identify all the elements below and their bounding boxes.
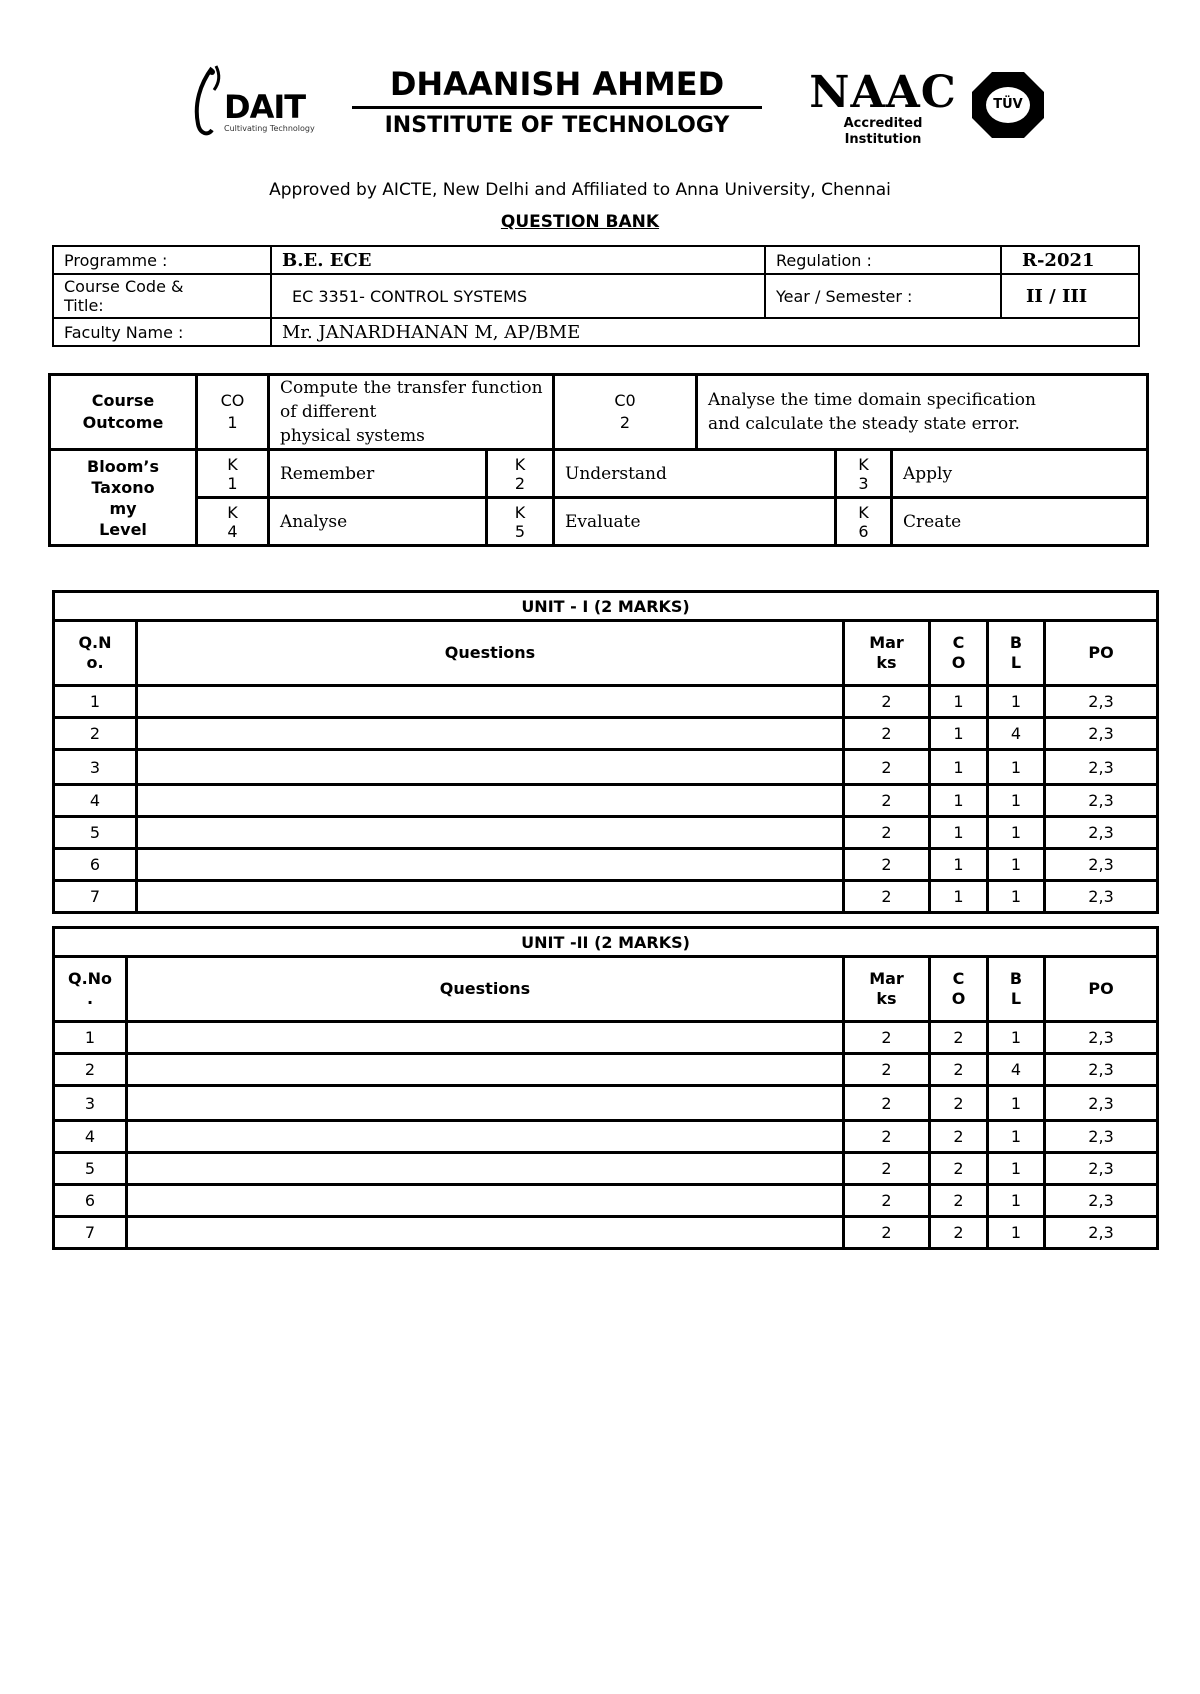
co1-text-line2: physical systems: [280, 426, 425, 446]
unit-2-co-line2: O: [951, 989, 966, 1008]
co2-text-line2: and calculate the steady state error.: [708, 414, 1020, 434]
po-cell: 2,3: [1045, 785, 1158, 817]
table-row: [54, 881, 1158, 913]
bl-cell: 1: [988, 1185, 1045, 1217]
table-row: [54, 785, 1158, 817]
po-cell: 2,3: [1045, 881, 1158, 913]
table-row: [54, 750, 1158, 785]
co-cell: 2: [930, 1185, 988, 1217]
course-label-line2: Title:: [64, 296, 104, 315]
co-cell: 2: [930, 1086, 988, 1121]
marks-cell: 2: [844, 1217, 930, 1249]
marks-cell: 2: [844, 785, 930, 817]
dait-tagline: Cultivating Technology: [224, 124, 315, 133]
naac-wordmark: NAAC: [809, 67, 957, 118]
table-row: [54, 1217, 1158, 1249]
question-cell: [127, 1217, 844, 1249]
level-k6-code: [836, 498, 892, 546]
course-outcome-row: [50, 375, 1148, 450]
institute-name: [352, 64, 762, 139]
unit-2-header-row: [54, 957, 1158, 1022]
question-cell: [137, 881, 844, 913]
co-cell: 2: [930, 1121, 988, 1153]
year-label: Year / Semester :: [765, 274, 1001, 318]
bl-cell: 1: [988, 817, 1045, 849]
bl-cell: 1: [988, 1217, 1045, 1249]
co1-code: [197, 375, 269, 450]
table-row: [54, 849, 1158, 881]
po-cell: 2,3: [1045, 849, 1158, 881]
co-cell: 1: [930, 849, 988, 881]
level-k1-label: Remember: [269, 450, 487, 498]
level-k4-number: 4: [227, 521, 238, 541]
unit-2-marks-header: [844, 957, 930, 1022]
regulation-value: R-2021: [1001, 246, 1139, 274]
table-row: [54, 686, 1158, 718]
qno-cell: 6: [54, 1185, 127, 1217]
po-cell: 2,3: [1045, 1153, 1158, 1185]
po-cell: 2,3: [1045, 1217, 1158, 1249]
institute-name-line2: INSTITUTE OF TECHNOLOGY: [384, 113, 730, 138]
regulation-label: Regulation :: [765, 246, 1001, 274]
course-outcome-label: [50, 375, 197, 450]
year-value: II / III: [1001, 274, 1139, 318]
level-k4-letter: K: [227, 502, 238, 522]
co1-text: [269, 375, 554, 450]
level-k6-number: 6: [858, 521, 869, 541]
level-k5-number: 5: [514, 521, 526, 541]
programme-table: [52, 245, 1140, 347]
marks-cell: 2: [844, 1153, 930, 1185]
table-row: [54, 1121, 1158, 1153]
unit-1-title: UNIT - I (2 MARKS): [54, 592, 1158, 621]
co-cell: 1: [930, 750, 988, 785]
qno-cell: 5: [54, 817, 137, 849]
co-cell: 2: [930, 1022, 988, 1054]
unit-2-co-header: [930, 957, 988, 1022]
qno-cell: 3: [54, 750, 137, 785]
course-row: [53, 274, 1139, 318]
question-cell: [137, 750, 844, 785]
outcomes-table: [48, 373, 1149, 547]
programme-row: [53, 246, 1139, 274]
unit-2-title: UNIT -II (2 MARKS): [54, 928, 1158, 957]
unit-1-title-row: [54, 592, 1158, 621]
blooms-row-1: [50, 450, 1148, 498]
co2-text: [697, 375, 1148, 450]
blooms-line4: Level: [99, 519, 147, 539]
faculty-row: [53, 318, 1139, 346]
unit-2-marks-line2: ks: [876, 989, 897, 1008]
co-cell: 1: [930, 718, 988, 750]
level-k2-label: Understand: [554, 450, 836, 498]
marks-cell: 2: [844, 849, 930, 881]
marks-cell: 2: [844, 686, 930, 718]
qno-cell: 4: [54, 785, 137, 817]
unit-2-qno-header: [54, 957, 127, 1022]
qno-cell: 7: [54, 1217, 127, 1249]
qno-cell: 5: [54, 1153, 127, 1185]
co2-code-line1: C0: [614, 391, 636, 410]
co2-code-line2: 2: [619, 413, 631, 432]
course-outcome-line1: Course: [91, 391, 155, 410]
question-cell: [127, 1022, 844, 1054]
bl-cell: 1: [988, 785, 1045, 817]
level-k5-code: [487, 498, 554, 546]
level-k5-label: Evaluate: [554, 498, 836, 546]
co1-code-line1: CO: [220, 391, 245, 410]
tuv-text: TÜV: [993, 97, 1023, 112]
unit-1-table: [52, 590, 1159, 914]
qno-cell: 2: [54, 718, 137, 750]
unit-2-po-header: PO: [1045, 957, 1158, 1022]
po-cell: 2,3: [1045, 1121, 1158, 1153]
level-k4-label: Analyse: [269, 498, 487, 546]
unit-2-qno-line1: Q.No: [67, 969, 113, 988]
bl-cell: 1: [988, 881, 1045, 913]
co-cell: 2: [930, 1217, 988, 1249]
marks-cell: 2: [844, 1086, 930, 1121]
blooms-line1: Bloom’s: [87, 456, 159, 476]
unit-1-qno-header: [54, 621, 137, 686]
table-row: [54, 1153, 1158, 1185]
marks-cell: 2: [844, 881, 930, 913]
bl-cell: 1: [988, 1022, 1045, 1054]
unit-1-questions-header: Questions: [137, 621, 844, 686]
document-title: QUESTION BANK: [500, 212, 660, 232]
dait-logo: [190, 64, 320, 140]
blooms-label: [50, 450, 197, 546]
question-cell: [127, 1153, 844, 1185]
co-cell: 2: [930, 1054, 988, 1086]
unit-1-bl-line2: L: [1010, 653, 1022, 672]
marks-cell: 2: [844, 1022, 930, 1054]
co-cell: 1: [930, 785, 988, 817]
level-k6-label: Create: [892, 498, 1148, 546]
table-row: [54, 1022, 1158, 1054]
bl-cell: 1: [988, 849, 1045, 881]
programme-label: Programme :: [53, 246, 271, 274]
bl-cell: 1: [988, 1153, 1045, 1185]
level-k4-code: [197, 498, 269, 546]
table-row: [54, 1086, 1158, 1121]
unit-2-bl-header: [988, 957, 1045, 1022]
co-cell: 2: [930, 1153, 988, 1185]
unit-1-marks-header: [844, 621, 930, 686]
institute-divider: [352, 106, 762, 109]
level-k3-letter: K: [858, 454, 869, 474]
bl-cell: 1: [988, 1086, 1045, 1121]
marks-cell: 2: [844, 1185, 930, 1217]
po-cell: 2,3: [1045, 1185, 1158, 1217]
course-value: EC 3351- CONTROL SYSTEMS: [271, 274, 765, 318]
unit-2-table: [52, 926, 1159, 1250]
level-k3-code: [836, 450, 892, 498]
level-k2-number: 2: [514, 473, 526, 493]
bl-cell: 1: [988, 750, 1045, 785]
course-label-line1: Course Code &: [64, 277, 184, 296]
faculty-value: Mr. JANARDHANAN M, AP/BME: [271, 318, 1139, 346]
question-cell: [137, 785, 844, 817]
po-cell: 2,3: [1045, 718, 1158, 750]
po-cell: 2,3: [1045, 1086, 1158, 1121]
question-cell: [137, 817, 844, 849]
marks-cell: 2: [844, 1121, 930, 1153]
co1-code-line2: 1: [227, 413, 238, 432]
unit-1-po-header: PO: [1045, 621, 1158, 686]
co-cell: 1: [930, 686, 988, 718]
level-k6-letter: K: [858, 502, 869, 522]
unit-1-marks-line2: ks: [876, 653, 897, 672]
question-cell: [137, 849, 844, 881]
unit-2-qno-line2: .: [86, 989, 94, 1008]
qno-cell: 4: [54, 1121, 127, 1153]
co1-text-line1: Compute the transfer function of different: [280, 378, 543, 422]
level-k1-letter: K: [227, 454, 238, 474]
table-row: [54, 1054, 1158, 1086]
approval-line: Approved by AICTE, New Delhi and Affiliated to Anna University, Chennai: [269, 180, 891, 200]
question-cell: [127, 1121, 844, 1153]
level-k2-code: [487, 450, 554, 498]
level-k1-number: 1: [227, 473, 238, 493]
unit-1-co-header: [930, 621, 988, 686]
unit-2-bl-line1: B: [1009, 969, 1023, 988]
question-cell: [137, 718, 844, 750]
question-cell: [127, 1054, 844, 1086]
unit-2-title-row: [54, 928, 1158, 957]
po-cell: 2,3: [1045, 686, 1158, 718]
question-cell: [137, 686, 844, 718]
unit-1-co-line1: C: [952, 633, 965, 652]
po-cell: 2,3: [1045, 817, 1158, 849]
blooms-row-2: [50, 498, 1148, 546]
co-cell: 1: [930, 881, 988, 913]
level-k1-code: [197, 450, 269, 498]
co-cell: 1: [930, 817, 988, 849]
unit-2-co-line1: C: [952, 969, 965, 988]
question-cell: [127, 1185, 844, 1217]
institute-name-line1: DHAANISH AHMED: [389, 65, 725, 103]
unit-1-bl-header: [988, 621, 1045, 686]
blooms-line2: Taxono: [91, 477, 155, 497]
level-k2-letter: K: [514, 454, 526, 474]
qno-cell: 2: [54, 1054, 127, 1086]
table-row: [54, 1185, 1158, 1217]
faculty-label: Faculty Name :: [53, 318, 271, 346]
marks-cell: 2: [844, 750, 930, 785]
po-cell: 2,3: [1045, 1054, 1158, 1086]
course-outcome-line2: Outcome: [82, 413, 164, 432]
unit-1-qno-line2: o.: [86, 653, 104, 672]
dait-wordmark: DAIT: [224, 88, 306, 126]
marks-cell: 2: [844, 718, 930, 750]
level-k3-label: Apply: [892, 450, 1148, 498]
question-cell: [127, 1086, 844, 1121]
unit-2-marks-line1: Mar: [869, 969, 904, 988]
tuv-seal: [970, 70, 1046, 140]
unit-2-questions-header: Questions: [127, 957, 844, 1022]
marks-cell: 2: [844, 1054, 930, 1086]
unit-1-bl-line1: B: [1009, 633, 1023, 652]
bl-cell: 4: [988, 718, 1045, 750]
tuv-octagon-icon: [970, 70, 1046, 140]
co2-text-line1: Analyse the time domain specification: [708, 390, 1036, 410]
qno-cell: 3: [54, 1086, 127, 1121]
bl-cell: 4: [988, 1054, 1045, 1086]
unit-1-qno-line1: Q.N: [78, 633, 112, 652]
qno-cell: 7: [54, 881, 137, 913]
po-cell: 2,3: [1045, 750, 1158, 785]
qno-cell: 1: [54, 1022, 127, 1054]
unit-1-header-row: [54, 621, 1158, 686]
bl-cell: 1: [988, 686, 1045, 718]
po-cell: 2,3: [1045, 1022, 1158, 1054]
blooms-line3: my: [109, 498, 137, 518]
bl-cell: 1: [988, 1121, 1045, 1153]
level-k5-letter: K: [514, 502, 526, 522]
unit-2-bl-line2: L: [1010, 989, 1022, 1008]
level-k3-number: 3: [858, 473, 869, 493]
co2-code: [554, 375, 697, 450]
naac-logo: [808, 67, 958, 148]
naac-subtitle: Accredited Institution: [843, 116, 923, 147]
course-label: [53, 274, 271, 318]
qno-cell: 6: [54, 849, 137, 881]
table-row: [54, 718, 1158, 750]
marks-cell: 2: [844, 817, 930, 849]
unit-1-marks-line1: Mar: [869, 633, 904, 652]
unit-1-co-line2: O: [951, 653, 966, 672]
table-row: [54, 817, 1158, 849]
qno-cell: 1: [54, 686, 137, 718]
programme-value: B.E. ECE: [271, 246, 765, 274]
